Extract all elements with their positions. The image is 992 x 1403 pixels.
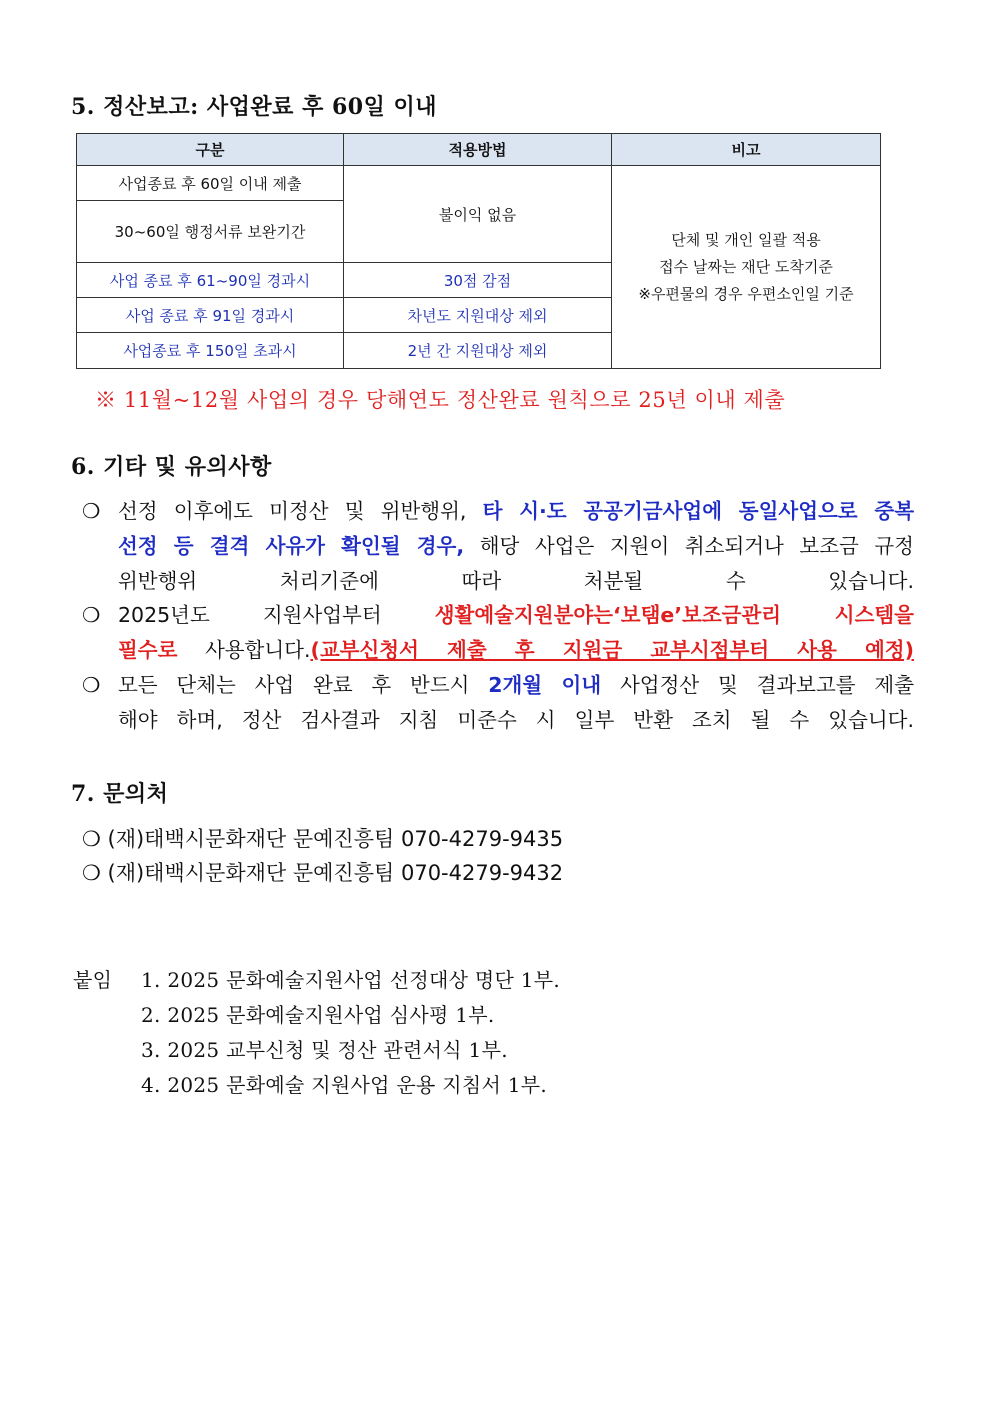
contact-text: (재)태백시문화재단 문예진흥팀 070-4279-9432 [107,861,564,885]
table-row [77,166,881,201]
section-6-heading: 6. 기타 및 유의사항 [71,454,272,480]
bullet-circle-icon: ❍ [82,499,101,523]
bullet-circle-icon: ❍ [82,673,101,697]
bullet-circle-icon: ❍ [82,827,101,851]
highlight-red: 필수로 [118,638,178,662]
cell-division: 사업 종료 후 91일 경과시 [77,298,344,333]
bullet-circle-icon: ❍ [82,603,101,627]
notice-item-3-text [118,668,914,738]
text-segment: 위반행위 처리기준에 따라 처분될 수 있습니다. [118,569,914,593]
bullet-circle-icon: ❍ [82,861,101,885]
attachment-item: 4. 2025 문화예술 지원사업 운용 지침서 1부. [141,1073,548,1097]
notice-item-2 [82,598,914,668]
note-line: ※우편물의 경우 우편소인일 기준 [638,284,854,303]
contact-item [82,857,563,887]
cell-division: 사업 종료 후 61~90일 경과시 [77,263,344,298]
highlight-red-underline: (교부신청서 제출 후 지원금 교부시점부터 사용 예정) [310,638,914,662]
header-method: 적용방법 [344,134,612,166]
note-line: 접수 날짜는 재단 도착기준 [659,257,833,276]
attachment-item: 2. 2025 문화예술지원사업 심사평 1부. [141,1003,495,1027]
note-line: 단체 및 개인 일괄 적용 [671,230,821,249]
notice-item-3 [82,668,914,738]
attachment-item: 3. 2025 교부신청 및 정산 관련서식 1부. [141,1038,508,1062]
highlight-red: 생활예술지원분야는‘보탬e’보조금관리 시스템을 [434,603,914,627]
section-5-footnote: ※ 11월~12월 사업의 경우 당해연도 정산완료 원칙으로 25년 이내 제출 [95,388,786,412]
cell-method: 30점 감점 [344,263,612,298]
highlight-blue: 타 시·도 공공기금사업에 동일사업으로 중복 [482,499,915,523]
contact-text: (재)태백시문화재단 문예진흥팀 070-4279-9435 [107,827,564,851]
text-segment: 사업정산 및 결과보고를 제출 [601,673,914,697]
header-note: 비고 [612,134,881,166]
notice-item-1 [82,494,914,599]
cell-method-merged: 불이익 없음 [344,166,612,263]
highlight-blue: 2개월 이내 [488,673,602,697]
section-7-heading: 7. 문의처 [71,781,169,807]
cell-method: 2년 간 지원대상 제외 [344,333,612,369]
text-segment: 선정 이후에도 미정산 및 위반행위, [118,499,483,523]
cell-division: 사업종료 후 60일 이내 제출 [77,166,344,201]
cell-method: 차년도 지원대상 제외 [344,298,612,333]
text-segment: 해당 사업은 지원이 취소되거나 보조금 규정 [464,534,914,558]
attachments-label: 붙임 [73,968,113,992]
contact-item [82,823,563,853]
text-segment: 해야 하며, 정산 검사결과 지침 미준수 시 일부 반환 조치 될 수 있습니다. [118,708,914,732]
cell-division: 30~60일 행정서류 보완기간 [77,201,344,263]
notice-item-2-text [118,598,914,668]
settlement-table [76,133,881,369]
table-header-row [77,134,881,166]
section-5-heading: 5. 정산보고: 사업완료 후 60일 이내 [71,94,438,120]
notice-item-1-text [118,494,914,599]
text-segment: 사용합니다. [177,638,311,662]
text-segment: 2025년도 지원사업부터 [118,603,435,627]
cell-note-merged [612,166,881,369]
text-segment: 모든 단체는 사업 완료 후 반드시 [118,673,489,697]
cell-division: 사업종료 후 150일 초과시 [77,333,344,369]
header-division: 구분 [77,134,344,166]
highlight-blue: 선정 등 결격 사유가 확인될 경우, [118,534,465,558]
attachment-item: 1. 2025 문화예술지원사업 선정대상 명단 1부. [141,968,561,992]
